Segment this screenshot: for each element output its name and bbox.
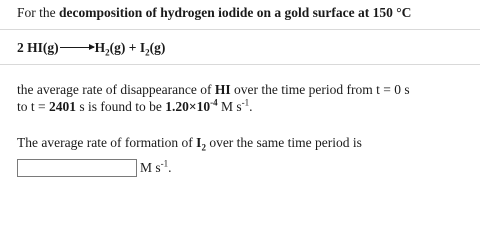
rate-unit-exponent: -1 bbox=[241, 97, 250, 108]
given-text-a: the average rate of disappearance of bbox=[17, 82, 215, 97]
reaction-title: decomposition of hydrogen iodide on a gold surface at 150 °C bbox=[59, 5, 412, 20]
question-species-subscript: 2 bbox=[201, 142, 206, 153]
reaction-equation bbox=[17, 40, 165, 56]
equation-i2-subscript: 2 bbox=[145, 47, 150, 58]
equation-i2-state: (g) bbox=[149, 40, 166, 55]
question-line bbox=[17, 135, 362, 151]
divider-middle bbox=[0, 64, 480, 65]
rate-unit: M s bbox=[217, 99, 242, 114]
answer-unit-end: . bbox=[168, 160, 172, 175]
given-line-1 bbox=[17, 82, 410, 98]
reaction-arrow-icon bbox=[60, 47, 94, 48]
rate-end: . bbox=[249, 99, 253, 114]
intro-prefix: For the bbox=[17, 5, 59, 20]
answer-input[interactable] bbox=[17, 159, 137, 177]
question-text-a: The average rate of formation of bbox=[17, 135, 197, 150]
given-species: HI bbox=[214, 82, 231, 97]
divider-top bbox=[0, 29, 480, 30]
given-text-d: s is found to be bbox=[76, 99, 166, 114]
question-text-b: over the same time period is bbox=[205, 135, 362, 150]
equation-h2-subscript: 2 bbox=[105, 47, 110, 58]
rate-exponent: -4 bbox=[210, 97, 218, 108]
equation-reactant: 2 HI(g) bbox=[17, 40, 59, 55]
given-text-b: over the time period from t = 0 s bbox=[230, 82, 410, 97]
answer-unit: M s bbox=[140, 160, 161, 175]
equation-plus-i: (g) + I bbox=[109, 40, 146, 55]
problem-intro bbox=[17, 5, 411, 21]
given-line-2 bbox=[17, 99, 252, 115]
answer-units bbox=[140, 159, 172, 177]
question-species: I bbox=[196, 135, 202, 150]
given-text-c: to t = bbox=[17, 99, 49, 114]
rate-mantissa: 1.20×10 bbox=[165, 99, 211, 114]
time-value: 2401 bbox=[49, 99, 76, 114]
equation-h2: H bbox=[94, 40, 106, 55]
answer-unit-exponent: -1 bbox=[160, 158, 169, 169]
